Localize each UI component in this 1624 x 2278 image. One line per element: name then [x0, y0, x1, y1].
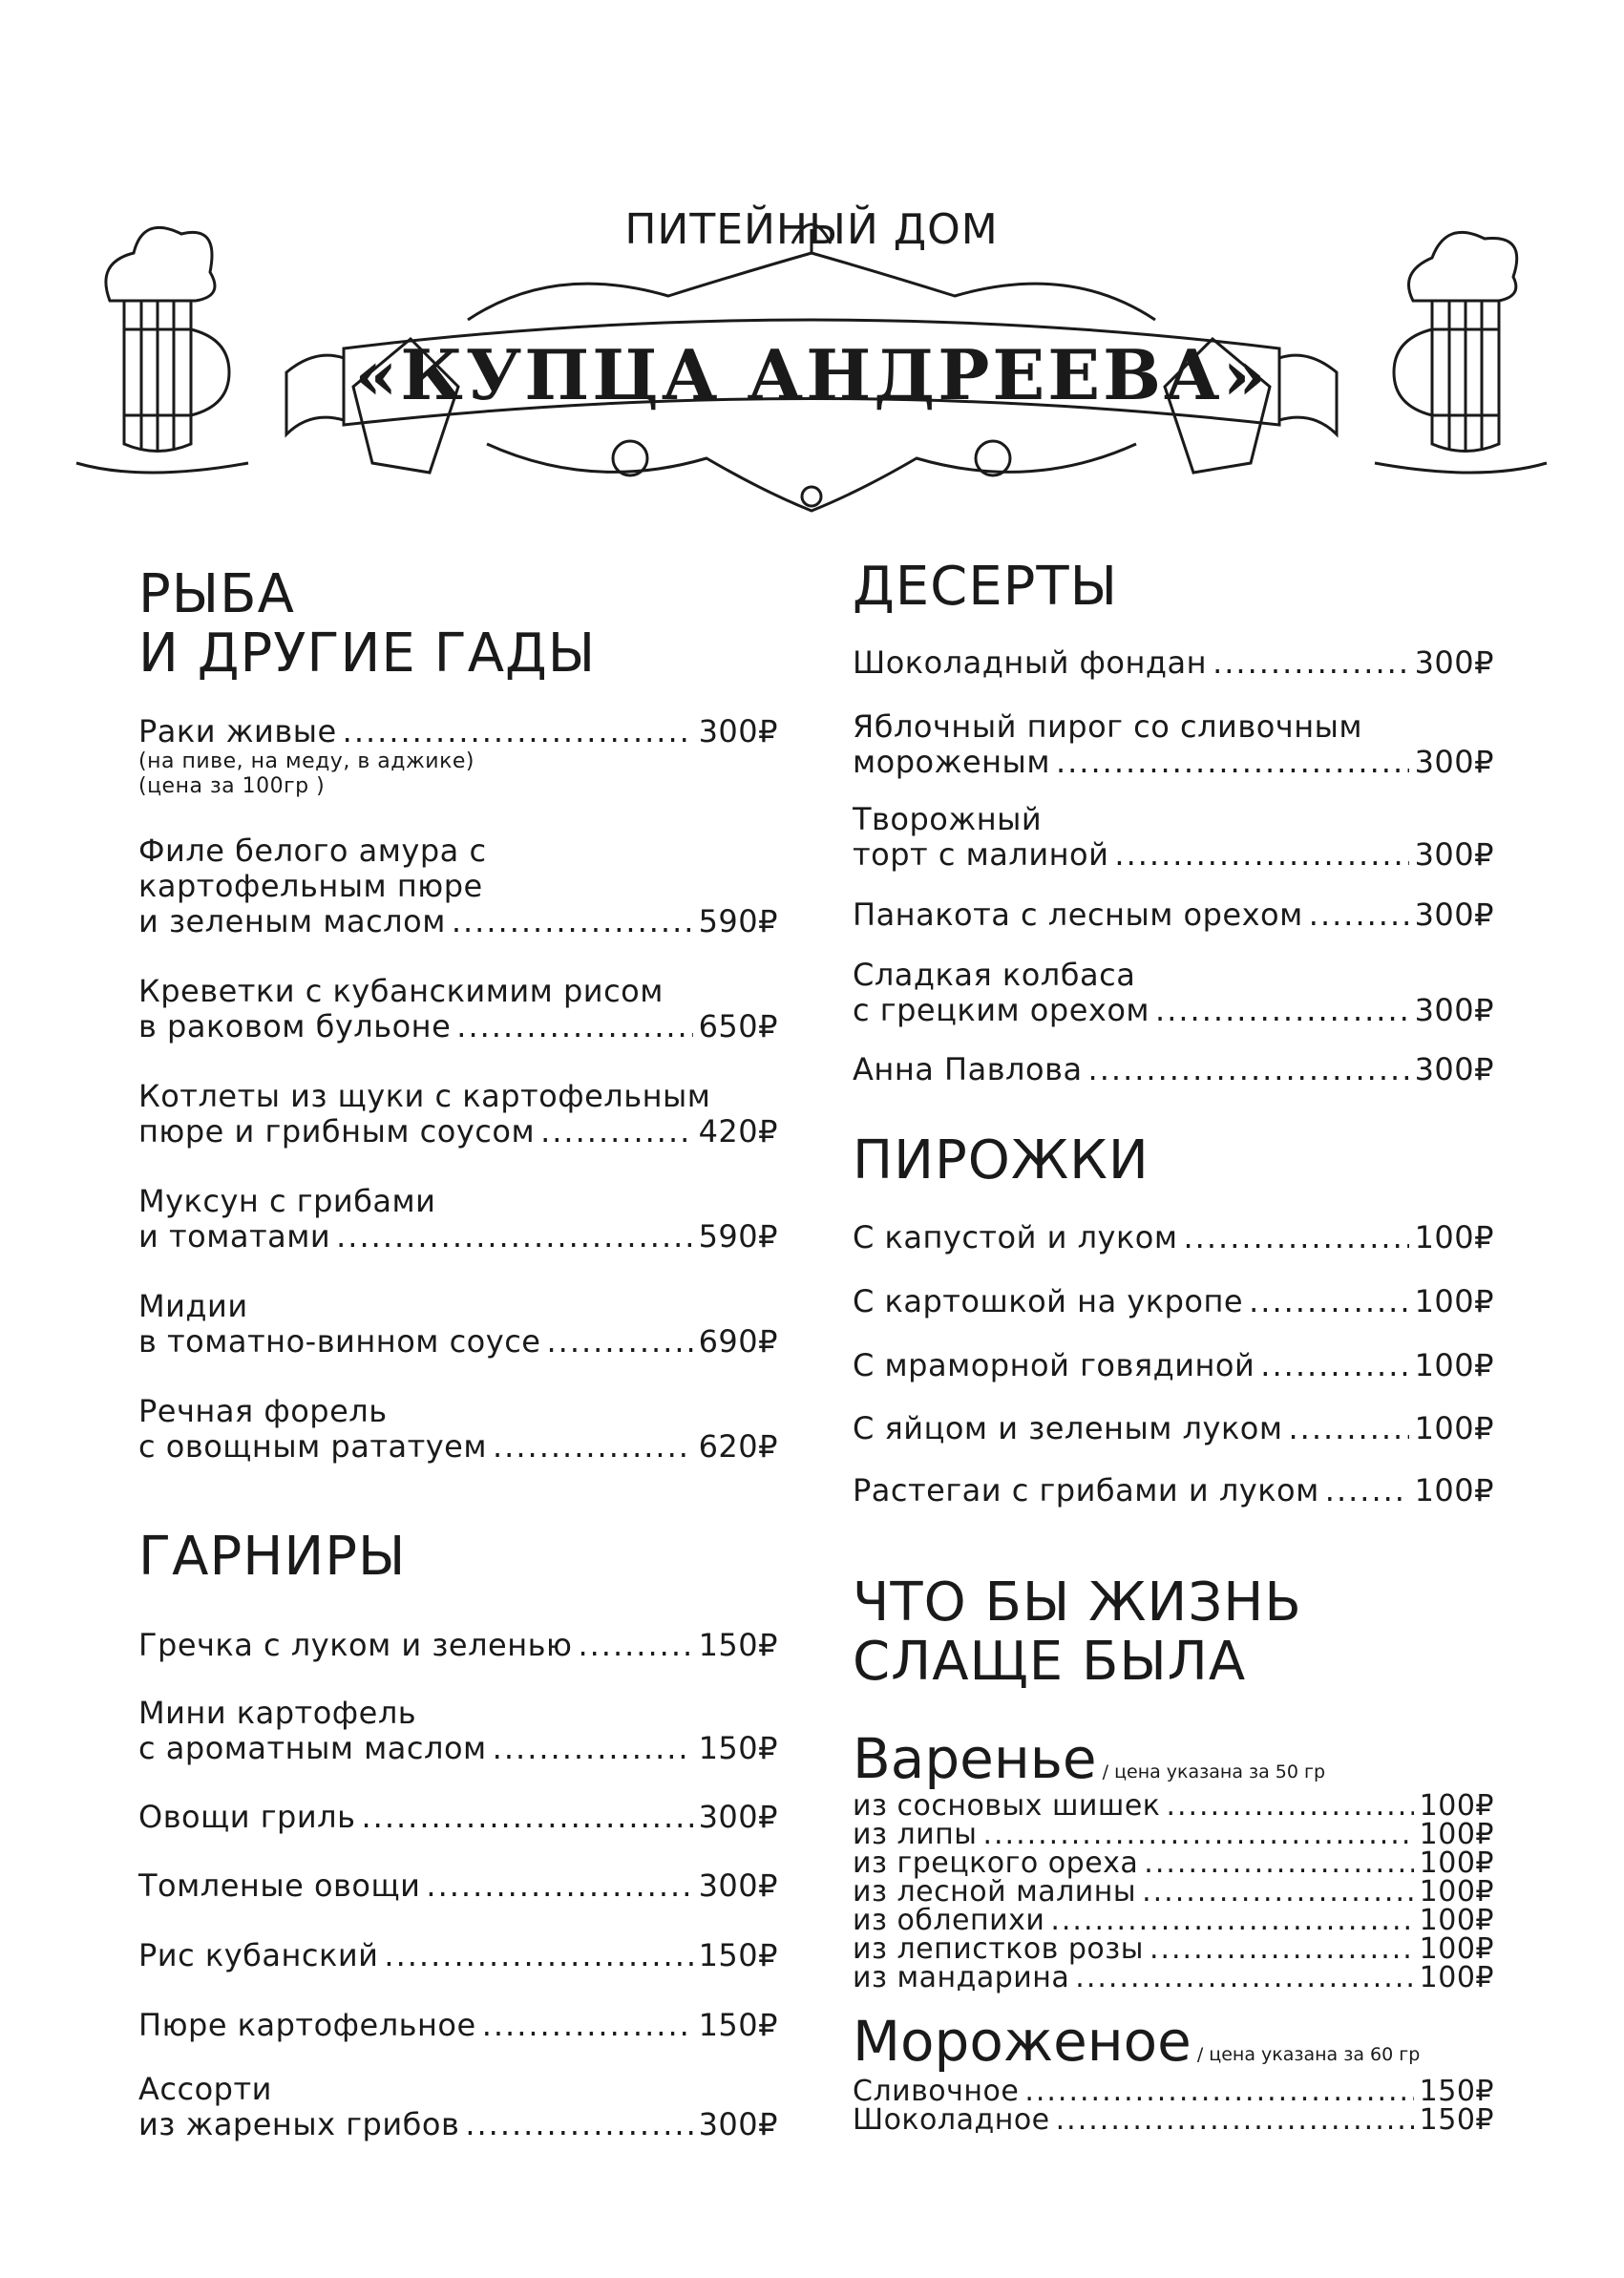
- item-price: 620₽: [698, 1428, 778, 1465]
- leader-dots: [1249, 1284, 1408, 1319]
- leader-dots: [1075, 1964, 1413, 1993]
- item-price: 100₽: [1419, 1904, 1494, 1937]
- section-title-line: СЛАЩЕ БЫЛА: [853, 1631, 1247, 1693]
- subsection-title-icecream: [853, 2009, 1420, 2074]
- item-name: Рис кубанский: [138, 1937, 379, 1973]
- item-price: 100₽: [1419, 1932, 1494, 1966]
- item-name: из липы: [853, 1818, 978, 1851]
- item-name: Овощи гриль: [138, 1799, 356, 1835]
- menu-item: [138, 1289, 778, 1360]
- bottom-scroll: [487, 444, 1136, 511]
- item-name: с ароматным маслом: [138, 1730, 487, 1766]
- leader-dots: [1155, 993, 1409, 1028]
- menu-item: [138, 833, 778, 939]
- item-price: 300₽: [698, 713, 778, 749]
- top-scroll: [468, 253, 1155, 320]
- menu-item: [138, 714, 778, 799]
- item-price: 150₽: [1419, 2103, 1494, 2137]
- menu-item: [853, 802, 1494, 873]
- item-price: 690₽: [698, 1323, 778, 1360]
- section-title-pies: ПИРОЖКИ: [853, 1129, 1149, 1192]
- leader-dots: [1260, 1348, 1408, 1383]
- leader-dots: [546, 1324, 692, 1360]
- menu-item: [853, 1220, 1494, 1255]
- item-price: 300₽: [1414, 992, 1494, 1028]
- menu-item: [853, 958, 1494, 1028]
- leader-dots: [1149, 1935, 1414, 1964]
- item-price: 150₽: [698, 1627, 778, 1663]
- item-name: из облепихи: [853, 1904, 1045, 1937]
- jam-item: [853, 1961, 1494, 1994]
- item-name: Анна Павлова: [853, 1051, 1083, 1087]
- jam-item: [853, 1846, 1494, 1880]
- menu-item: [853, 709, 1494, 780]
- item-name-line: картофельным пюре: [138, 869, 483, 904]
- leader-dots: [1056, 745, 1409, 780]
- menu-item: [138, 1079, 778, 1150]
- jam-list: [853, 1789, 1494, 1994]
- leader-dots: [452, 904, 693, 939]
- item-name-line: Мини картофель: [138, 1696, 417, 1731]
- item-name: Гречка с луком и зеленью: [138, 1627, 573, 1663]
- icecream-list: [853, 2075, 1494, 2137]
- section-title-fish: [138, 565, 596, 684]
- item-name: Шоколадное: [853, 2103, 1050, 2137]
- section-title-sweet: [853, 1573, 1302, 1692]
- item-name-line: Сладкая колбаса: [853, 958, 1136, 993]
- subsection-note: / цена указана за 50 гр: [1102, 1761, 1326, 1782]
- item-name: из жареных грибов: [138, 2106, 460, 2142]
- menu-item: [853, 645, 1494, 681]
- menu-item: [138, 974, 778, 1044]
- section-title-line: И ДРУГИЕ ГАДЫ: [138, 622, 597, 685]
- subsection-title: Мороженое: [853, 2009, 1192, 2074]
- item-name: из сосновых шишек: [853, 1789, 1161, 1823]
- leader-dots: [1144, 1849, 1413, 1878]
- leader-dots: [1088, 1052, 1409, 1087]
- swirl-center: [802, 487, 821, 506]
- leader-dots: [336, 1219, 692, 1255]
- item-name: из лепистков розы: [853, 1932, 1144, 1966]
- item-price: 590₽: [698, 903, 778, 939]
- leader-dots: [1166, 1792, 1413, 1821]
- leader-dots: [982, 1821, 1413, 1849]
- item-name: Растегаи с грибами и луком: [853, 1472, 1319, 1508]
- item-name-line: Речная форель: [138, 1394, 388, 1429]
- item-note: (на пиве, на меду, в аджике): [138, 749, 475, 773]
- menu-item: [138, 1184, 778, 1255]
- leader-dots: [343, 714, 693, 749]
- item-name-line: Филе белого амура с: [138, 833, 487, 869]
- leader-dots: [465, 2107, 692, 2142]
- item-name: Пюре картофельное: [138, 2007, 476, 2043]
- item-price: 100₽: [1419, 1961, 1494, 1994]
- leader-dots: [1114, 837, 1408, 873]
- leader-dots: [426, 1868, 692, 1904]
- menu-item: [138, 1868, 778, 1904]
- item-price: 420₽: [698, 1113, 778, 1150]
- leader-dots: [1050, 1907, 1413, 1935]
- item-price: 100₽: [1414, 1347, 1494, 1383]
- item-name: с овощным рататуем: [138, 1428, 487, 1465]
- item-name: из грецкого ореха: [853, 1846, 1139, 1880]
- item-price: 150₽: [698, 2007, 778, 2043]
- leader-dots: [578, 1628, 692, 1663]
- jam-item: [853, 1904, 1494, 1937]
- item-name: с грецким орехом: [853, 992, 1150, 1028]
- leader-dots: [1184, 1220, 1409, 1255]
- item-price: 300₽: [698, 1867, 778, 1904]
- menu-item: [138, 1800, 778, 1835]
- item-name: из мандарина: [853, 1961, 1070, 1994]
- item-name: пюре и грибным соусом: [138, 1113, 536, 1150]
- menu-item: [138, 2072, 778, 2142]
- item-price: 100₽: [1414, 1219, 1494, 1255]
- menu-item: [138, 1394, 778, 1465]
- section-title-line: ЧТО БЫ ЖИЗНЬ: [853, 1571, 1302, 1634]
- item-name: и зеленым маслом: [138, 903, 446, 939]
- item-name: Томленые овощи: [138, 1867, 421, 1904]
- item-name: С яйцом и зеленым луком: [853, 1410, 1283, 1446]
- item-name-line: Творожный: [853, 802, 1043, 837]
- item-name: в томатно-винном соусе: [138, 1323, 541, 1360]
- item-name-line: Котлеты из щуки с картофельным: [138, 1079, 711, 1114]
- item-name: Панакота с лесным орехом: [853, 896, 1303, 933]
- subsection-title-jam: [853, 1726, 1325, 1791]
- item-price: 300₽: [1414, 744, 1494, 780]
- item-price: 150₽: [698, 1730, 778, 1766]
- menu-item: [138, 2008, 778, 2043]
- menu-item: [853, 1473, 1494, 1508]
- leader-dots: [384, 1938, 692, 1973]
- item-price: 100₽: [1414, 1283, 1494, 1319]
- item-price: 300₽: [698, 1799, 778, 1835]
- item-name: в раковом бульоне: [138, 1008, 452, 1044]
- jam-item: [853, 1818, 1494, 1851]
- item-price: 100₽: [1414, 1410, 1494, 1446]
- menu-item: [138, 1696, 778, 1766]
- icecream-item: [853, 2075, 1494, 2108]
- leader-dots: [361, 1800, 692, 1835]
- leader-dots: [456, 1009, 692, 1044]
- icecream-item: [853, 2103, 1494, 2137]
- leader-dots: [493, 1731, 693, 1766]
- section-title-line: РЫБА: [138, 563, 295, 625]
- leader-dots: [540, 1114, 692, 1150]
- leader-dots: [493, 1429, 693, 1465]
- leader-dots: [1309, 897, 1409, 933]
- section-title-sides: ГАРНИРЫ: [138, 1526, 407, 1588]
- item-price: 100₽: [1419, 1875, 1494, 1909]
- header-title: «КУПЦА АНДРЕЕВА»: [354, 334, 1269, 415]
- jam-item: [853, 1932, 1494, 1966]
- menu-item: [138, 1628, 778, 1663]
- item-name: из лесной малины: [853, 1875, 1137, 1909]
- item-name-line: Креветки с кубанскимим рисом: [138, 974, 664, 1009]
- item-name: С капустой и луком: [853, 1219, 1178, 1255]
- item-price: 150₽: [698, 1937, 778, 1973]
- item-name: мороженым: [853, 744, 1050, 780]
- section-title-desserts: ДЕСЕРТЫ: [853, 556, 1119, 618]
- leader-dots: [482, 2008, 693, 2043]
- item-price: 150₽: [1419, 2075, 1494, 2108]
- item-name: Шоколадный фондан: [853, 644, 1208, 681]
- menu-item: [853, 1411, 1494, 1446]
- item-price: 100₽: [1419, 1818, 1494, 1851]
- menu-item: [138, 1938, 778, 1973]
- item-price: 300₽: [1414, 644, 1494, 681]
- leader-dots: [1325, 1473, 1409, 1508]
- item-name: С мраморной говядиной: [853, 1347, 1255, 1383]
- item-name: и томатами: [138, 1218, 331, 1255]
- item-name: Раки живые: [138, 713, 337, 749]
- item-note: (цена за 100гр ): [138, 774, 326, 798]
- item-price: 300₽: [1414, 1051, 1494, 1087]
- item-name-line: Муксун с грибами: [138, 1184, 436, 1219]
- header: [57, 205, 1566, 520]
- item-name: Сливочное: [853, 2075, 1020, 2108]
- item-price: 100₽: [1414, 1472, 1494, 1508]
- jam-item: [853, 1875, 1494, 1909]
- item-name-line: Ассорти: [138, 2072, 272, 2107]
- menu-item: [853, 1348, 1494, 1383]
- menu-item: [853, 897, 1494, 933]
- item-price: 100₽: [1419, 1846, 1494, 1880]
- item-price: 300₽: [1414, 896, 1494, 933]
- item-price: 590₽: [698, 1218, 778, 1255]
- leader-dots: [1288, 1411, 1408, 1446]
- item-price: 650₽: [698, 1008, 778, 1044]
- item-price: 300₽: [1414, 836, 1494, 873]
- item-price: 100₽: [1419, 1789, 1494, 1823]
- subsection-note: / цена указана за 60 гр: [1196, 2044, 1421, 2065]
- subsection-title: Варенье: [853, 1726, 1097, 1791]
- item-name: торт с малиной: [853, 836, 1109, 873]
- leader-dots: [1024, 2078, 1413, 2106]
- leader-dots: [1213, 645, 1409, 681]
- leader-dots: [1142, 1878, 1414, 1907]
- leader-dots: [1056, 2106, 1414, 2135]
- item-name-line: Яблочный пирог со сливочным: [853, 709, 1363, 745]
- item-name: С картошкой на укропе: [853, 1283, 1244, 1319]
- menu-item: [853, 1052, 1494, 1087]
- header-subtitle: ПИТЕЙНЫЙ ДОМ: [624, 205, 999, 254]
- jam-item: [853, 1789, 1494, 1823]
- menu-item: [853, 1284, 1494, 1319]
- item-name-line: Мидии: [138, 1289, 248, 1324]
- item-price: 300₽: [698, 2106, 778, 2142]
